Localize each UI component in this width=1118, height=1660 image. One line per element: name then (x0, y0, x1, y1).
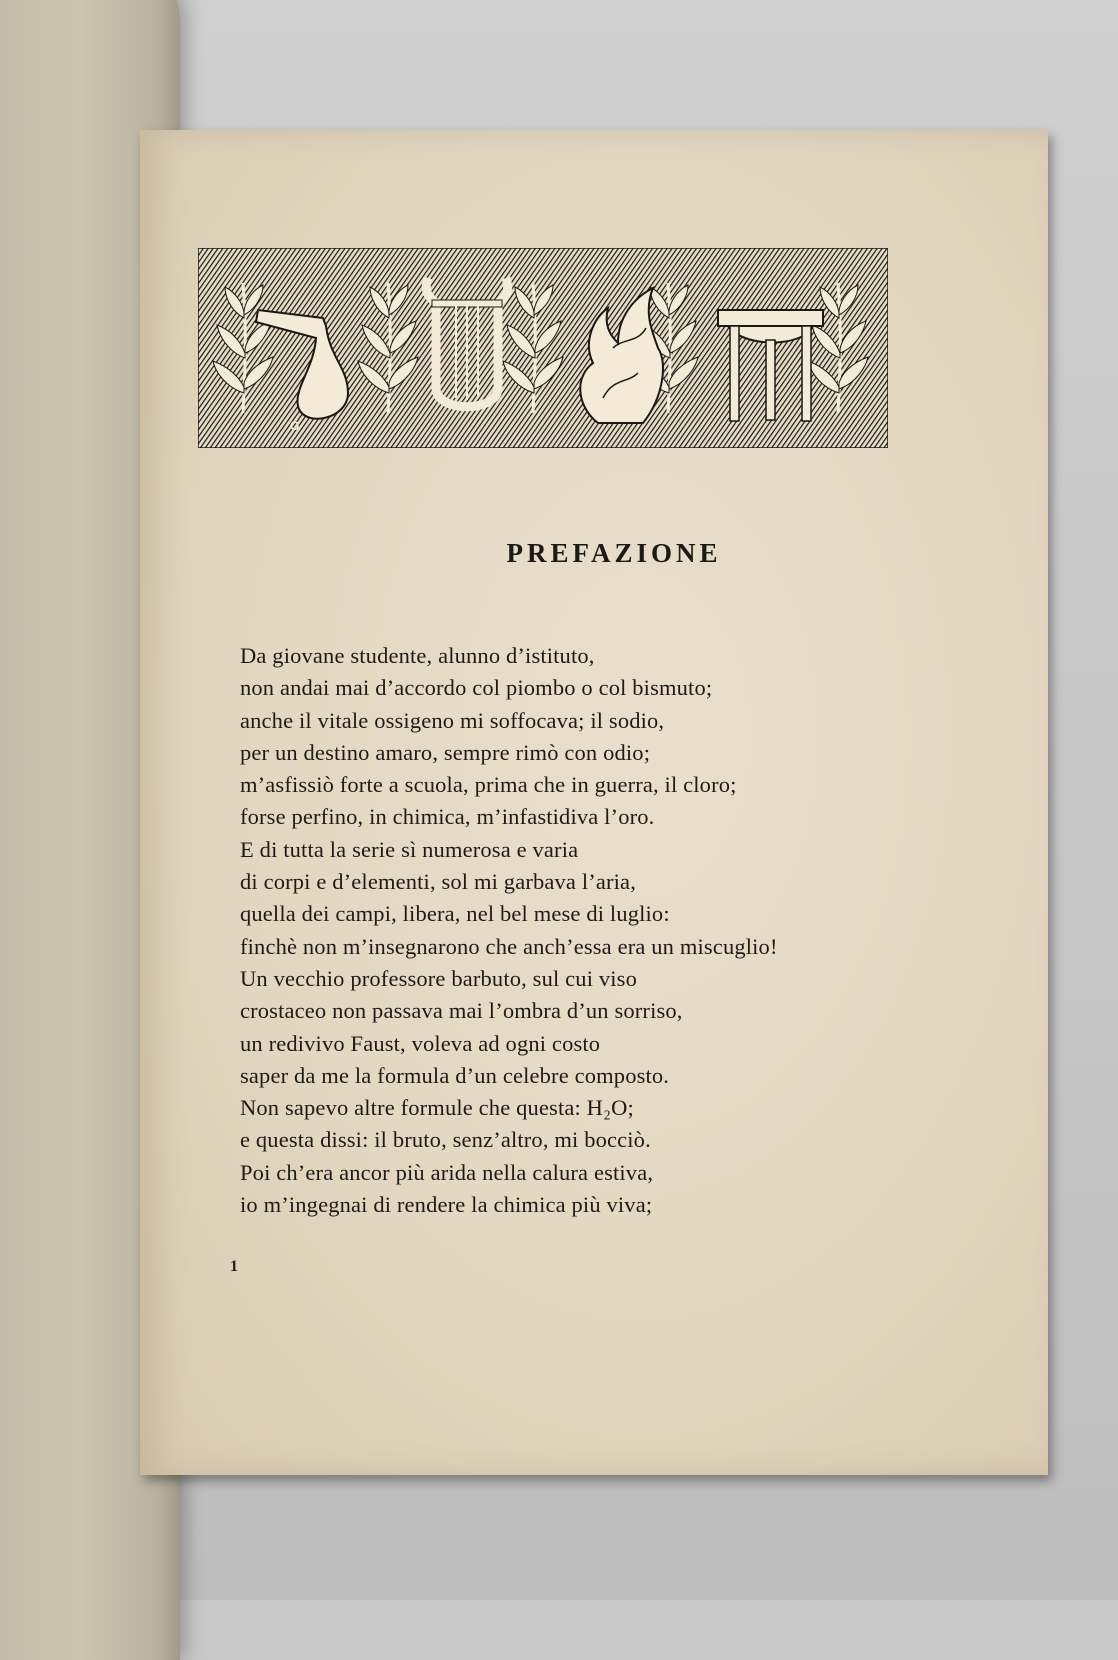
poem-line: Non sapevo altre formule che questa: H₂O; (240, 1095, 634, 1121)
poem-line: un redivivo Faust, voleva ad ogni costo (240, 1030, 601, 1056)
page-number: 1 (230, 1258, 238, 1275)
book-page (140, 130, 1048, 1475)
tripod-brazier-icon (718, 310, 823, 421)
poem-line: Un vecchio professore barbuto, sul cui viso (240, 965, 637, 991)
engraver-initial: G (290, 419, 300, 433)
poem-line: Poi ch’era ancor più arida nella calura estiva, (240, 1159, 654, 1185)
poem-line: saper da me la formula d’un celebre composto. (240, 1062, 670, 1088)
poem-line: m’asfissiò forte a scuola, prima che in guerra, il cloro; (240, 772, 737, 798)
poem-line: crostaceo non passava mai l’ombra d’un sorriso, (240, 998, 683, 1024)
page-title: PREFAZIONE (506, 538, 722, 568)
poem-line: E di tutta la serie sì numerosa e varia (240, 836, 579, 862)
poem-line: finchè non m’insegnarono che anch’essa era un miscuglio! (240, 933, 778, 959)
poem-line: quella dei campi, libera, nel bel mese di luglio: (240, 901, 670, 927)
poem-line: non andai mai d’accordo col piombo o col bismuto; (240, 675, 713, 701)
poem-line: Da giovane studente, alunno d’istituto, (240, 643, 595, 668)
poem-body (240, 640, 1000, 1221)
poem-line: io m’ingegnai di rendere la chimica più viva; (240, 1192, 653, 1218)
poem-line: per un destino amaro, sempre rimò con odio; (240, 739, 651, 765)
poem-line: forse perfino, in chimica, m’infastidiva l’oro. (240, 804, 655, 830)
engraved-headpiece (198, 248, 888, 448)
poem-line: anche il vitale ossigeno mi soffocava; il sodio, (240, 707, 665, 733)
poem-line: e questa dissi: il bruto, senz’altro, mi bocciò. (240, 1127, 651, 1153)
poem-line: di corpi e d’elementi, sol mi garbava l’aria, (240, 869, 636, 895)
